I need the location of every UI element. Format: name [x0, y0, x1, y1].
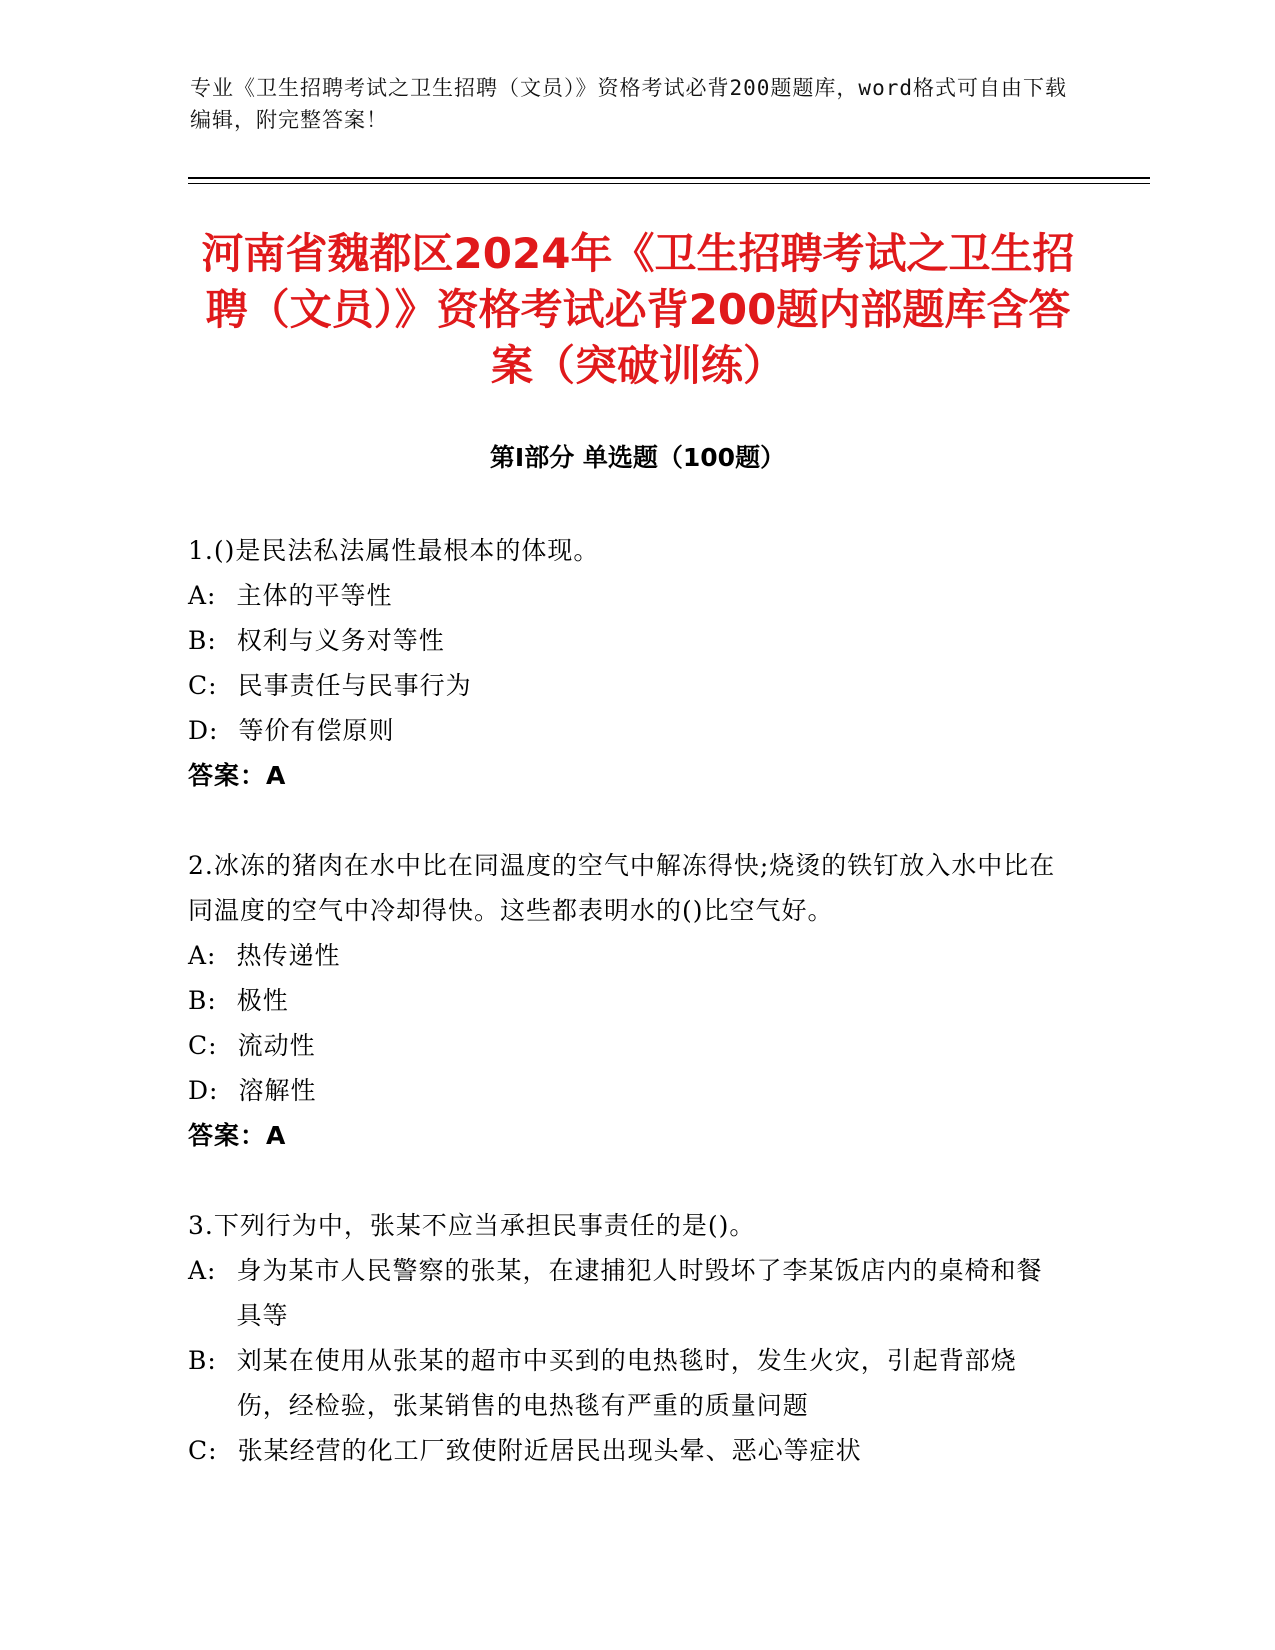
question-stem: 3.下列行为中，张某不应当承担民事责任的是()。: [188, 1211, 756, 1240]
option-key: A:: [188, 1256, 217, 1285]
document-title: 河南省魏都区2024年《卫生招聘考试之卫生招聘（文员）》资格考试必背200题内部题库含答案（突破训练）: [201, 229, 1075, 390]
question-stem: 2.冰冻的猪肉在水中比在同温度的空气中解冻得快;烧烫的铁钉放入水中比在同温度的空气中冷却得快。这些都表明水的()比空气好。: [188, 851, 1056, 925]
option-key: C:: [188, 671, 218, 700]
question-stem: 1.()是民法私法属性最根本的体现。: [188, 536, 600, 565]
option-text: 极性: [236, 986, 289, 1015]
option-text: 主体的平等性: [236, 581, 393, 610]
option-c: [188, 1428, 1068, 1473]
header-note: 专业《卫生招聘考试之卫生招聘（文员）》资格考试必背200题题库，word格式可自由下载编辑，附完整答案！: [190, 76, 1067, 132]
option-key: D:: [188, 1076, 219, 1105]
answer: 答案：A: [188, 761, 287, 790]
option-a: [188, 1248, 1068, 1338]
option-a: [188, 933, 1068, 978]
option-key: B:: [188, 1346, 217, 1375]
option-text: 刘某在使用从张某的超市中买到的电热毯时，发生火灾，引起背部烧伤，经检验，张某销售的电热毯有严重的质量问题: [236, 1346, 1017, 1420]
question-3: [188, 1203, 1068, 1473]
option-text: 权利与义务对等性: [236, 626, 445, 655]
option-text: 流动性: [237, 1031, 316, 1060]
option-key: A:: [188, 581, 217, 610]
answer: 答案：A: [188, 1121, 287, 1150]
option-text: 溶解性: [238, 1076, 317, 1105]
option-text: 张某经营的化工厂致使附近居民出现头晕、恶心等症状: [237, 1436, 862, 1465]
option-d: [188, 1068, 1068, 1113]
option-key: D:: [188, 716, 219, 745]
question-1: [188, 528, 1068, 798]
header-rule-thin: [188, 183, 1150, 184]
option-key: B:: [188, 986, 217, 1015]
option-b: [188, 1338, 1068, 1428]
option-b: [188, 978, 1068, 1023]
option-key: B:: [188, 626, 217, 655]
header-rule-thick: [188, 177, 1150, 179]
option-key: C:: [188, 1031, 218, 1060]
question-list: [188, 528, 1068, 1518]
option-c: [188, 663, 1068, 708]
section-title: 第Ⅰ部分 单选题（100题）: [489, 443, 786, 472]
option-text: 民事责任与民事行为: [237, 671, 472, 700]
option-b: [188, 618, 1068, 663]
question-2: [188, 843, 1068, 1158]
option-text: 热传递性: [236, 941, 341, 970]
option-key: C:: [188, 1436, 218, 1465]
option-c: [188, 1023, 1068, 1068]
option-text: 身为某市人民警察的张某，在逮捕犯人时毁坏了李某饭店内的桌椅和餐具等: [236, 1256, 1043, 1330]
option-text: 等价有偿原则: [238, 716, 395, 745]
option-a: [188, 573, 1068, 618]
option-d: [188, 708, 1068, 753]
option-key: A:: [188, 941, 217, 970]
